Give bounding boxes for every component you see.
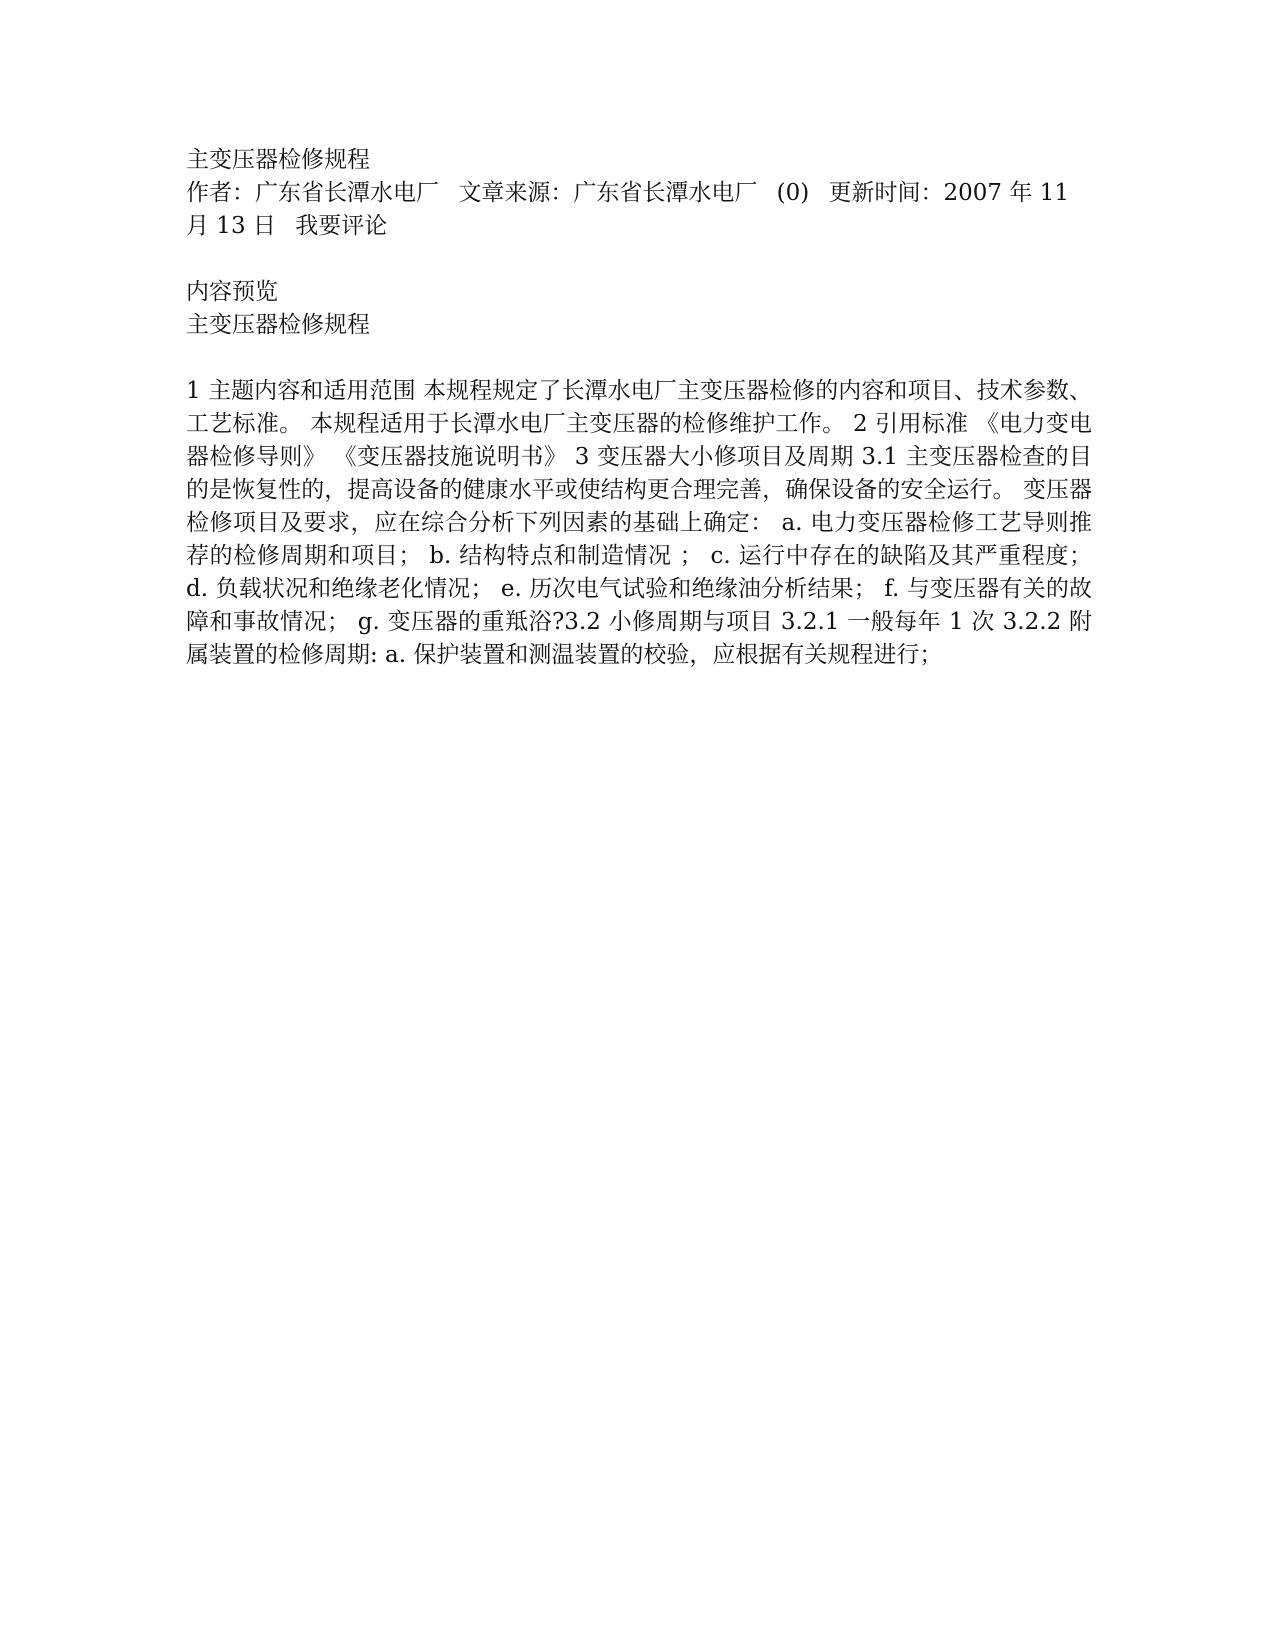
source-text: 文章来源：广东省长潭水电厂 bbox=[458, 180, 758, 206]
spacer bbox=[186, 243, 1092, 276]
spacer bbox=[186, 342, 1092, 375]
article-body: 1 主题内容和适用范围 本规程规定了长潭水电厂主变压器检修的内容和项目、技术参数、工艺标准。 本规程适用于长潭水电厂主变压器的检修维护工作。 2 引用标准 《电力变电器检修导则》 《变压器技施说明书》 3 变压器大小修项目及周期 3.1 主变压器检查的目的是恢复性的，提高设备的健康水平或使结构更合理完善，确保设备的安全运行。 变压器检修项目及要求，应在综合分析下列因素的基础上确定： a. 电力变压器检修工艺导则推荐的检修周期和项目； b. 结构特点和制造情况 ； c. 运行中存在的缺陷及其严重程度； d. 负载状况和绝缘老化情况； e. 历次电气试验和绝缘油分析结果； f. 与变压器有关的故障和事故情况； g. 变压器的重羝浴?3.2 小修周期与项目 3.2.1 一般每年 1 次 3.2.2 附属装置的检修周期: a. 保护装置和测温装置的校验，应根据有关规程进行； bbox=[186, 378, 1092, 668]
document-page bbox=[186, 144, 1092, 672]
comment-count: (0) bbox=[776, 180, 810, 206]
article-title: 主变压器检修规程 bbox=[186, 147, 370, 173]
preview-label: 内容预览 bbox=[186, 279, 278, 305]
comment-link[interactable]: 我要评论 bbox=[295, 213, 388, 239]
article-meta bbox=[186, 177, 1092, 243]
update-time: 更新时间：2007 年 11 月 13 日 bbox=[186, 180, 1069, 239]
author-text: 作者：广东省长潭水电厂 bbox=[186, 180, 439, 206]
preview-title: 主变压器检修规程 bbox=[186, 312, 370, 338]
